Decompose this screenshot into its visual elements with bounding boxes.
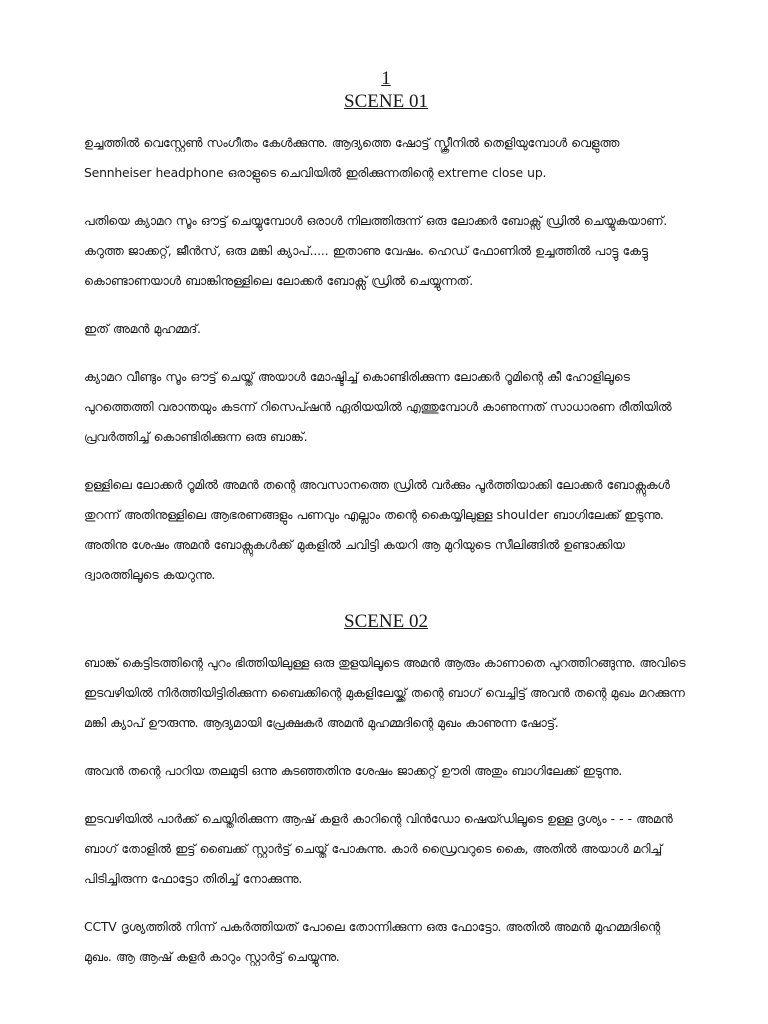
scene-02-paragraph-2: അവൻ തന്റെ പാറിയ തലമുടി ഒന്നു കുടഞ്ഞതിനു ശേഷം ജാക്കറ്റ് ഊരി അതും ബാഗിലേക്ക് ഇടുന്നു. bbox=[84, 763, 623, 778]
scene-02-paragraph-4: CCTV ദൃശ്യത്തിൽ നിന്ന് പകർത്തിയത് പോലെ തോന്നിക്കുന്ന ഒരു ഫോട്ടോ. അതിൽ അമൻ മുഹമ്മദിന്റെ മുഖം. ആ ആഷ് കളർ കാറും സ്റ്റാർട്ട് ചെയ്യുന്നു. bbox=[84, 919, 660, 964]
scene-heading-01: SCENE 01 bbox=[344, 91, 428, 112]
page-number: 1 bbox=[381, 68, 391, 89]
scene-01-paragraph-1: ഉച്ചത്തിൽ വെസ്റ്റേൺ സംഗീതം കേൾക്കുന്നു. ആദ്യത്തെ ഷോട്ട് സ്ക്രീനിൽ തെളിയുമ്പോൾ വെളുത്ത Sennheiser headphone ഒരാളുടെ ചെവിയിൽ ഇരിക്കുന്നതിന്റെ extreme close up. bbox=[84, 135, 620, 180]
scene-01-paragraph-3: ഇത് അമൻ മുഹമ്മദ്. bbox=[84, 321, 201, 336]
scene-02-paragraph-3: ഇടവഴിയിൽ പാർക്ക് ചെയ്തിരിക്കുന്ന ആഷ് കളർ കാറിന്റെ വിൻഡോ ഷെയ്ഡിലൂടെ ഉള്ള ദൃശ്യം - - - അമൻ ബാഗ് തോളിൽ ഇട്ട് ബൈക്ക് സ്റ്റാർട്ട് ചെയ്ത് പോകുന്നു. കാർ ഡ്രൈവറുടെ കൈ, അതിൽ അയാൾ മറിച്ച് പിടിച്ചിരുന്ന ഫോട്ടോ തിരിച്ച് നോക്കുന്നു. bbox=[84, 811, 673, 886]
scene-heading-02: SCENE 02 bbox=[344, 611, 428, 632]
scene-02-paragraph-1: ബാങ്ക് കെട്ടിടത്തിന്റെ പുറം ഭിത്തിയിലുള്ള ഒരു തുളയിലൂടെ അമൻ ആരും കാണാതെ പുറത്തിറങ്ങുന്നു. അവിടെ ഇടവഴിയിൽ നിർത്തിയിട്ടിരിക്കുന്ന ബൈക്കിന്റെ മുകളിലേയ്ക്ക് തന്റെ ബാഗ് വെച്ചിട്ട് അവൻ തന്റെ മുഖം മറക്കുന്ന മങ്കി ക്യാപ് ഊരുന്നു. ആദ്യമായി പ്രേക്ഷകർ അമൻ മുഹമ്മദിന്റെ മുഖം കാണുന്ന ഷോട്ട്. bbox=[84, 655, 686, 730]
scene-01-paragraph-2: പതിയെ ക്യാമറ സൂം ഔട്ട് ചെയ്യുമ്പോൾ ഒരാൾ നിലത്തിരുന്ന് ഒരു ലോക്കർ ബോക്സ് ഡ്രിൽ ചെയ്യുകയാണ്. കറുത്ത ജാക്കറ്റ്, ജീൻസ്, ഒരു മങ്കി ക്യാപ്..... ഇതാണു വേഷം. ഹെഡ് ഫോണിൽ ഉച്ചത്തിൽ പാട്ടു കേട്ടു കൊണ്ടാണയാൾ ബാങ്കിനുള്ളിലെ ലോക്കർ ബോക്സ് ഡ്രിൽ ചെയ്യുന്നത്. bbox=[84, 213, 668, 288]
scene-01-paragraph-5: ഉള്ളിലെ ലോക്കർ റൂമിൽ അമൻ തന്റെ അവസാനത്തെ ഡ്രിൽ വർക്കും പൂർത്തിയാക്കി ലോക്കർ ബോക്സുകൾ തുറന്ന് അതിനുള്ളിലെ ആഭരണങ്ങളും പണവും എല്ലാം തന്റെ കൈയ്യിലുള്ള shoulder ബാഗിലേക്ക് ഇടുന്നു. അതിനു ശേഷം അമൻ ബോക്സുകൾക്ക് മുകളിൽ ചവിട്ടി കയറി ആ മുറിയുടെ സീലിങ്ങിൽ ഉണ്ടാക്കിയ ദ്വാരത്തിലൂടെ കയറുന്നു. bbox=[84, 477, 670, 582]
scene-01-paragraph-4: ക്യാമറ വീണ്ടും സൂം ഔട്ട് ചെയ്ത് അയാൾ മോഷ്ടിച്ച് കൊണ്ടിരിക്കുന്ന ലോക്കർ റൂമിന്റെ കീ ഹോളിലൂടെ പുറത്തെത്തി വരാന്തയും കടന്ന് റിസെപ്ഷൻ ഏരിയയിൽ എത്തുമ്പോൾ കാണുന്നത് സാധാരണ രീതിയിൽ പ്രവർത്തിച്ച് കൊണ്ടിരിക്കുന്ന ഒരു ബാങ്ക്. bbox=[84, 369, 672, 444]
